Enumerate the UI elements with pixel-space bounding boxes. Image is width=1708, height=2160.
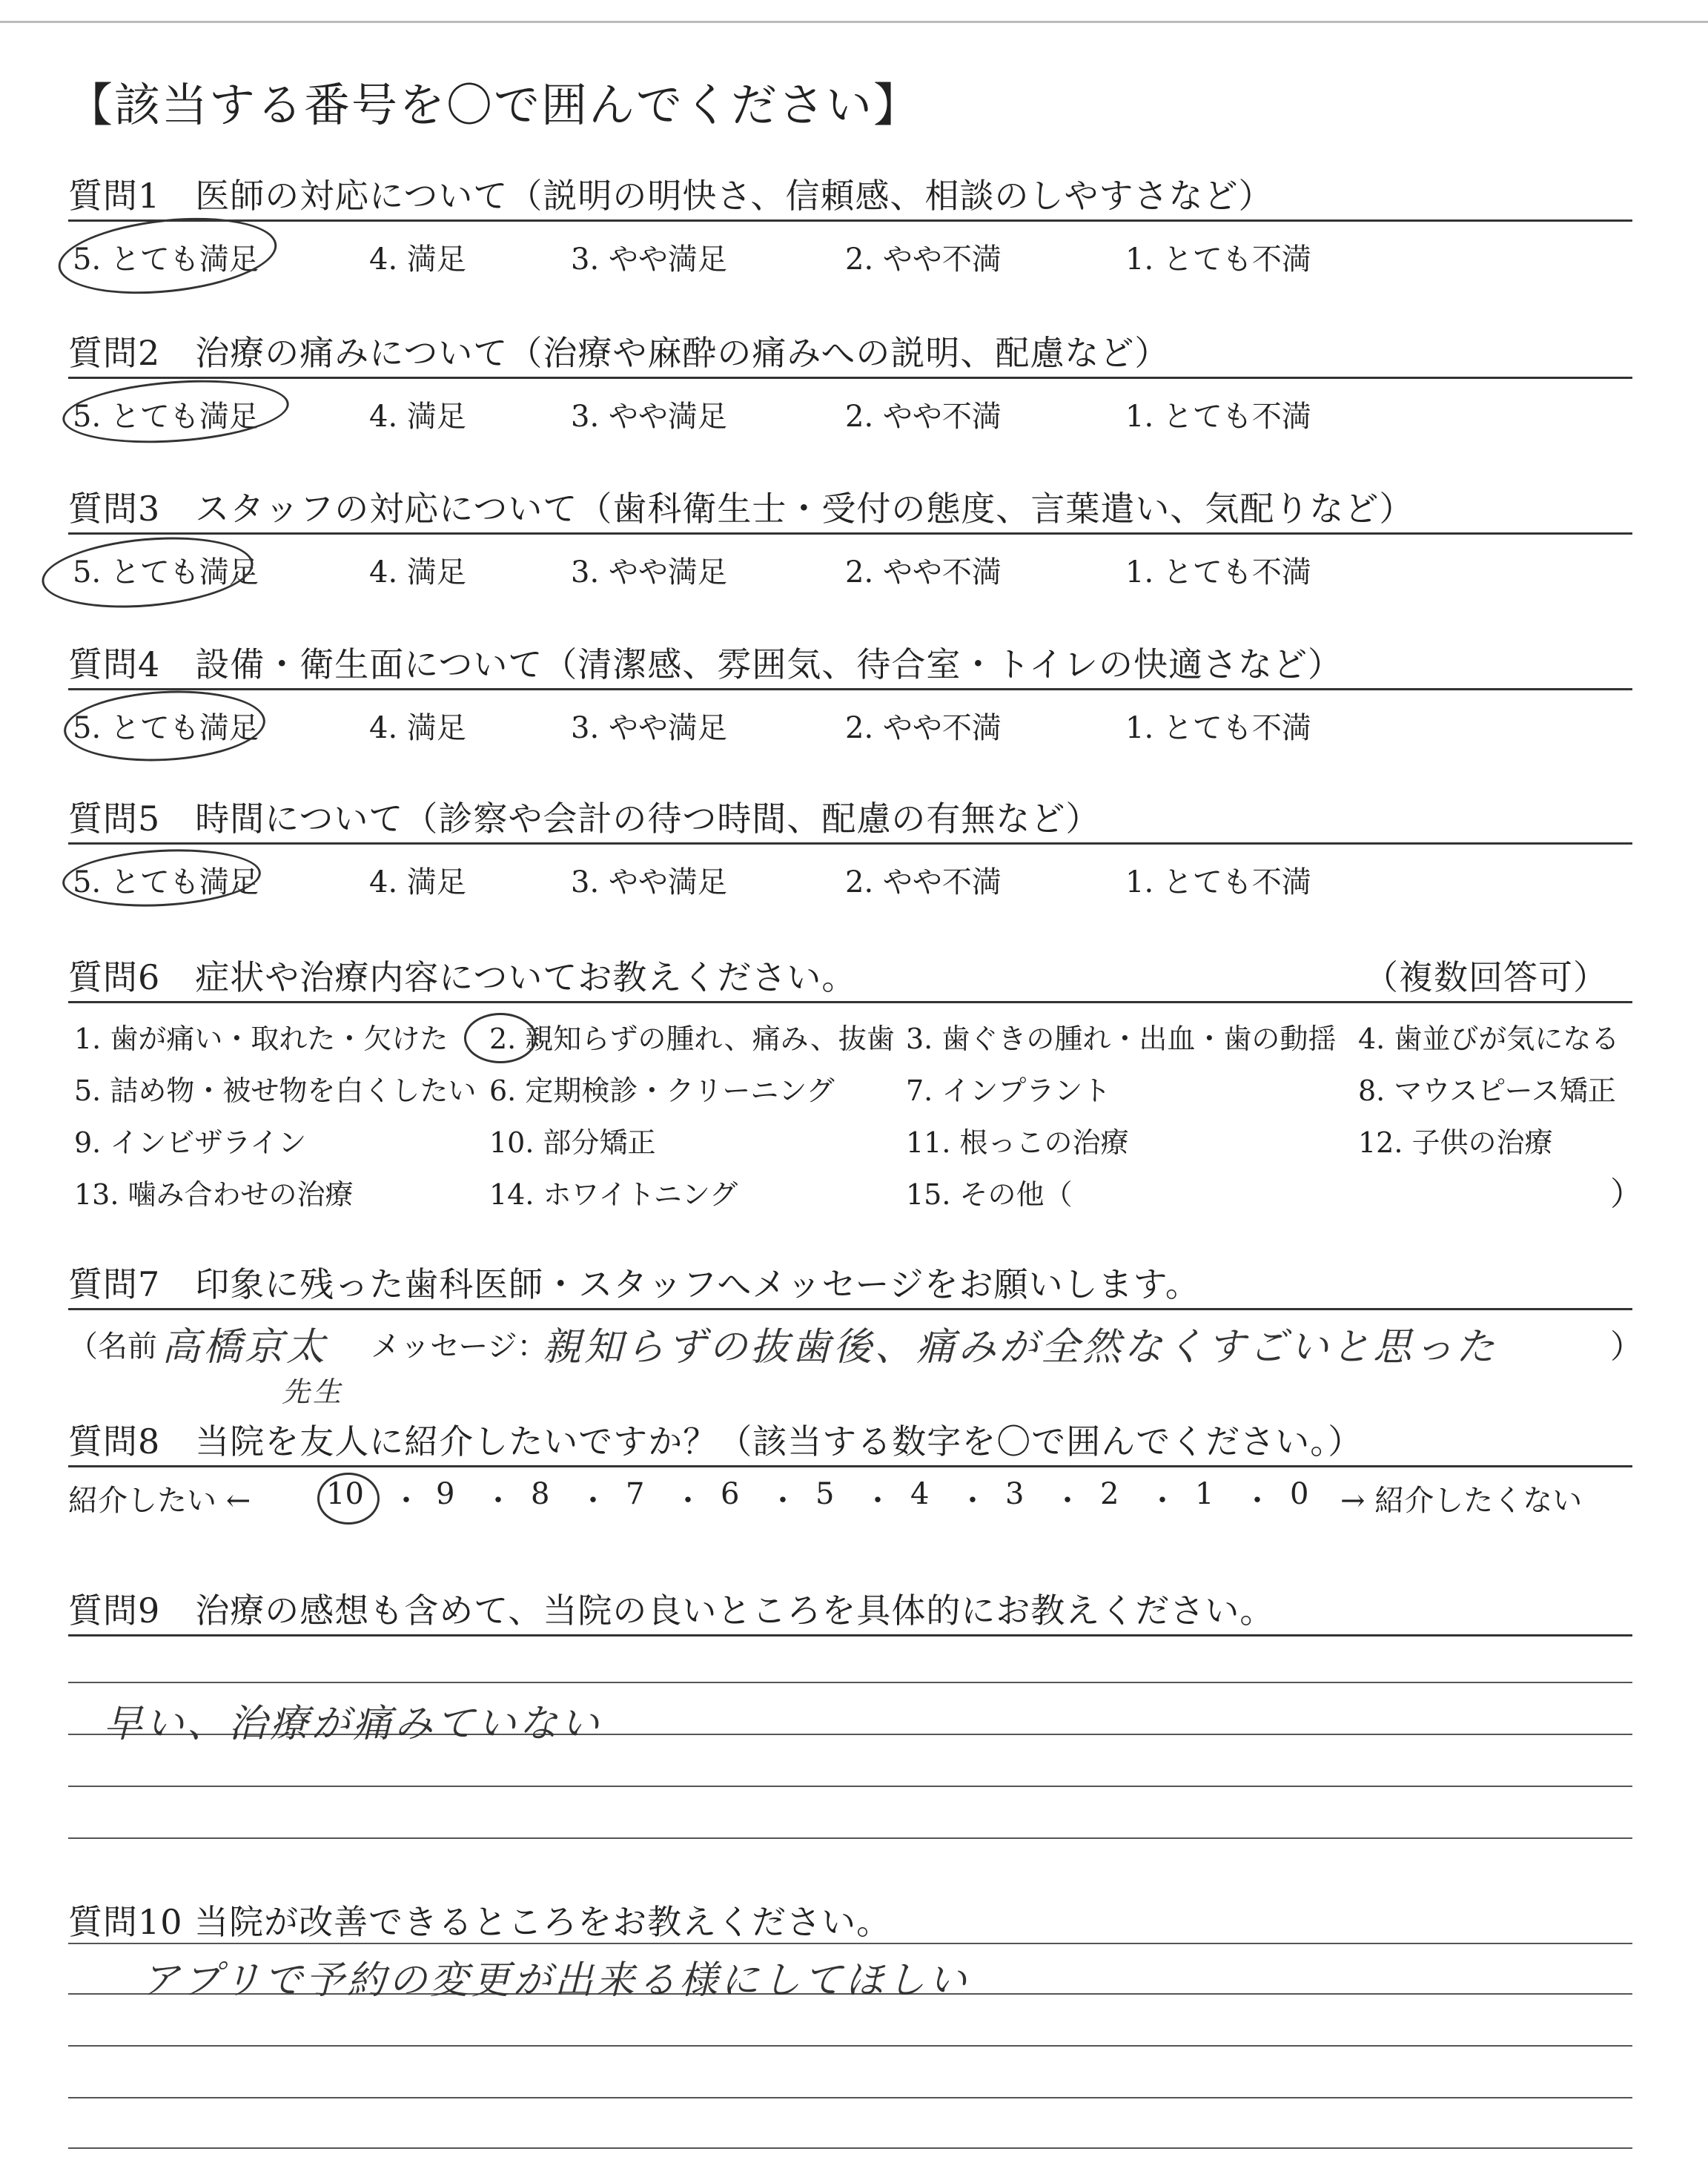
q8-value-2[interactable]: 2 (1100, 1477, 1119, 1511)
q3-option-4[interactable]: 4. 満足 (369, 555, 466, 589)
q10-answer-line (68, 2097, 1632, 2098)
q7-name-label: （名前 (68, 1330, 157, 1364)
q3-rule (68, 532, 1632, 535)
q6-option-1[interactable]: 1. 歯が痛い・取れた・欠けた (74, 1023, 448, 1055)
q10-answer-line (68, 1943, 1632, 1944)
q3-option-5[interactable]: 5. とても満足 (73, 555, 259, 589)
q5-rule (68, 842, 1632, 845)
q8-left-label: 紹介したい ← (68, 1484, 251, 1518)
q8-value-3[interactable]: 3 (1005, 1477, 1025, 1511)
q4-option-1[interactable]: 1. とても不満 (1125, 711, 1311, 745)
q3-option-2[interactable]: 2. やや不満 (845, 555, 1002, 589)
q8-separator: ・ (863, 1484, 893, 1518)
q1-rule (68, 219, 1632, 222)
q3-title: 質問3 スタッフの対応について（歯科衛生士・受付の態度、言葉遣い、気配りなど） (68, 489, 1414, 529)
q6-option-11[interactable]: 11. 根っこの治療 (906, 1126, 1129, 1159)
q8-value-10[interactable]: 10 (326, 1477, 364, 1511)
q4-option-3[interactable]: 3. やや満足 (571, 711, 727, 745)
q1-option-4[interactable]: 4. 満足 (369, 242, 466, 277)
q6-multiple-answer-note: （複数回答可） (1364, 957, 1608, 997)
q2-title: 質問2 治療の痛みについて（治療や麻酔の痛みへの説明、配慮など） (68, 333, 1170, 373)
q9-answer-line (68, 1837, 1632, 1839)
q1-option-1[interactable]: 1. とても不満 (1125, 242, 1311, 277)
q8-right-label: → 紹介したくない (1340, 1484, 1583, 1518)
q9-rule (68, 1634, 1632, 1636)
q9-answer-handwritten[interactable]: 早い、治療が痛みていない (104, 1702, 603, 1746)
q7-name-handwritten[interactable]: 高橋京太 (162, 1325, 328, 1370)
q7-close-paren: ） (1610, 1328, 1643, 1366)
q8-value-7[interactable]: 7 (626, 1477, 645, 1511)
q6-option-10[interactable]: 10. 部分矯正 (489, 1126, 656, 1159)
q8-title: 質問8 当院を友人に紹介したいですか？（該当する数字を〇で囲んでください。） (68, 1421, 1363, 1462)
q6-option-6[interactable]: 6. 定期検診・クリーニング (489, 1074, 835, 1107)
q6-option-13[interactable]: 13. 噛み合わせの治療 (74, 1178, 354, 1211)
q6-option-3[interactable]: 3. 歯ぐきの腫れ・出血・歯の動揺 (906, 1023, 1337, 1055)
q2-rule (68, 377, 1632, 379)
q9-answer-line (68, 1682, 1632, 1683)
q9-answer-line (68, 1786, 1632, 1787)
q4-option-4[interactable]: 4. 満足 (369, 711, 466, 745)
q8-separator: ・ (1148, 1484, 1177, 1518)
q7-name-suffix-handwritten: 先生 (282, 1375, 345, 1408)
q7-title: 質問7 印象に残った歯科医師・スタッフへメッセージをお願いします。 (68, 1264, 1200, 1304)
q10-answer-line (68, 2045, 1632, 2047)
q10-title: 質問10 当院が改善できるところをお教えください。 (68, 1902, 892, 1942)
q4-option-2[interactable]: 2. やや不満 (845, 711, 1002, 745)
q8-value-1[interactable]: 1 (1195, 1477, 1214, 1511)
q6-option-4[interactable]: 4. 歯並びが気になる (1358, 1023, 1620, 1055)
q8-separator: ・ (1053, 1484, 1082, 1518)
q4-title: 質問4 設備・衛生面について（清潔感、雰囲気、待合室・トイレの快適さなど） (68, 644, 1343, 684)
q9-title: 質問9 治療の感想も含めて、当院の良いところを具体的にお教えください。 (68, 1591, 1275, 1631)
q8-value-0[interactable]: 0 (1290, 1477, 1309, 1511)
q6-option-5[interactable]: 5. 詰め物・被せ物を白くしたい (74, 1074, 477, 1107)
q3-option-3[interactable]: 3. やや満足 (571, 555, 727, 589)
top-edge-line (0, 21, 1708, 23)
q6-option-9[interactable]: 9. インビザライン (74, 1126, 307, 1159)
q1-option-3[interactable]: 3. やや満足 (571, 242, 727, 277)
q6-option-12[interactable]: 12. 子供の治療 (1358, 1126, 1553, 1159)
q1-option-2[interactable]: 2. やや不満 (845, 242, 1002, 277)
q8-value-6[interactable]: 6 (721, 1477, 740, 1511)
q3-option-1[interactable]: 1. とても不満 (1125, 555, 1311, 589)
q8-separator: ・ (391, 1484, 421, 1518)
q8-separator: ・ (958, 1484, 987, 1518)
q2-option-4[interactable]: 4. 満足 (369, 400, 466, 434)
q6-title: 質問6 症状や治療内容についてお教えください。 (68, 957, 857, 997)
q8-separator: ・ (1242, 1484, 1272, 1518)
q6-other-close-paren: ） (1610, 1175, 1643, 1213)
q6-option-7[interactable]: 7. インプラント (906, 1074, 1111, 1107)
q10-answer-handwritten[interactable]: アプリで予約の変更が出来る様にしてほしい (141, 1958, 970, 2003)
q4-rule (68, 688, 1632, 690)
q8-separator: ・ (578, 1484, 608, 1518)
q7-message-label: メッセージ： (371, 1330, 547, 1364)
q1-title: 質問1 医師の対応について（説明の明快さ、信頼感、相談のしやすさなど） (68, 176, 1274, 216)
q7-message-handwritten[interactable]: 親知らずの抜歯後、痛みが全然なくすごいと思った (543, 1325, 1498, 1370)
q6-rule (68, 1001, 1632, 1003)
q6-option-14[interactable]: 14. ホワイトニング (489, 1178, 738, 1211)
q5-option-5[interactable]: 5. とても満足 (73, 865, 259, 899)
q8-separator: ・ (673, 1484, 703, 1518)
q8-separator: ・ (483, 1484, 513, 1518)
q5-option-1[interactable]: 1. とても不満 (1125, 865, 1311, 899)
q2-option-3[interactable]: 3. やや満足 (571, 400, 727, 434)
q8-value-4[interactable]: 4 (910, 1477, 930, 1511)
q5-option-2[interactable]: 2. やや不満 (845, 865, 1002, 899)
q8-value-9[interactable]: 9 (436, 1477, 455, 1511)
q2-option-1[interactable]: 1. とても不満 (1125, 400, 1311, 434)
q8-value-5[interactable]: 5 (815, 1477, 835, 1511)
q2-option-5[interactable]: 5. とても満足 (73, 400, 259, 434)
q8-value-8[interactable]: 8 (531, 1477, 550, 1511)
q6-option-15-other[interactable]: 15. その他（ (906, 1178, 1073, 1211)
q2-option-2[interactable]: 2. やや不満 (845, 400, 1002, 434)
q5-title: 質問5 時間について（診察や会計の待つ時間、配慮の有無など） (68, 799, 1101, 839)
q4-option-5[interactable]: 5. とても満足 (73, 711, 259, 745)
q6-option-2[interactable]: 2. 親知らずの腫れ、痛み、抜歯 (489, 1023, 895, 1055)
q10-answer-line (68, 2147, 1632, 2149)
q7-rule (68, 1308, 1632, 1310)
q5-option-3[interactable]: 3. やや満足 (571, 865, 727, 899)
q8-separator: ・ (768, 1484, 798, 1518)
q5-option-4[interactable]: 4. 満足 (369, 865, 466, 899)
form-heading: 【該当する番号を〇で囲んでください】 (67, 78, 921, 132)
q6-option-8[interactable]: 8. マウスピース矯正 (1358, 1074, 1616, 1107)
q1-option-5[interactable]: 5. とても満足 (73, 242, 259, 277)
q8-rule (68, 1465, 1632, 1467)
